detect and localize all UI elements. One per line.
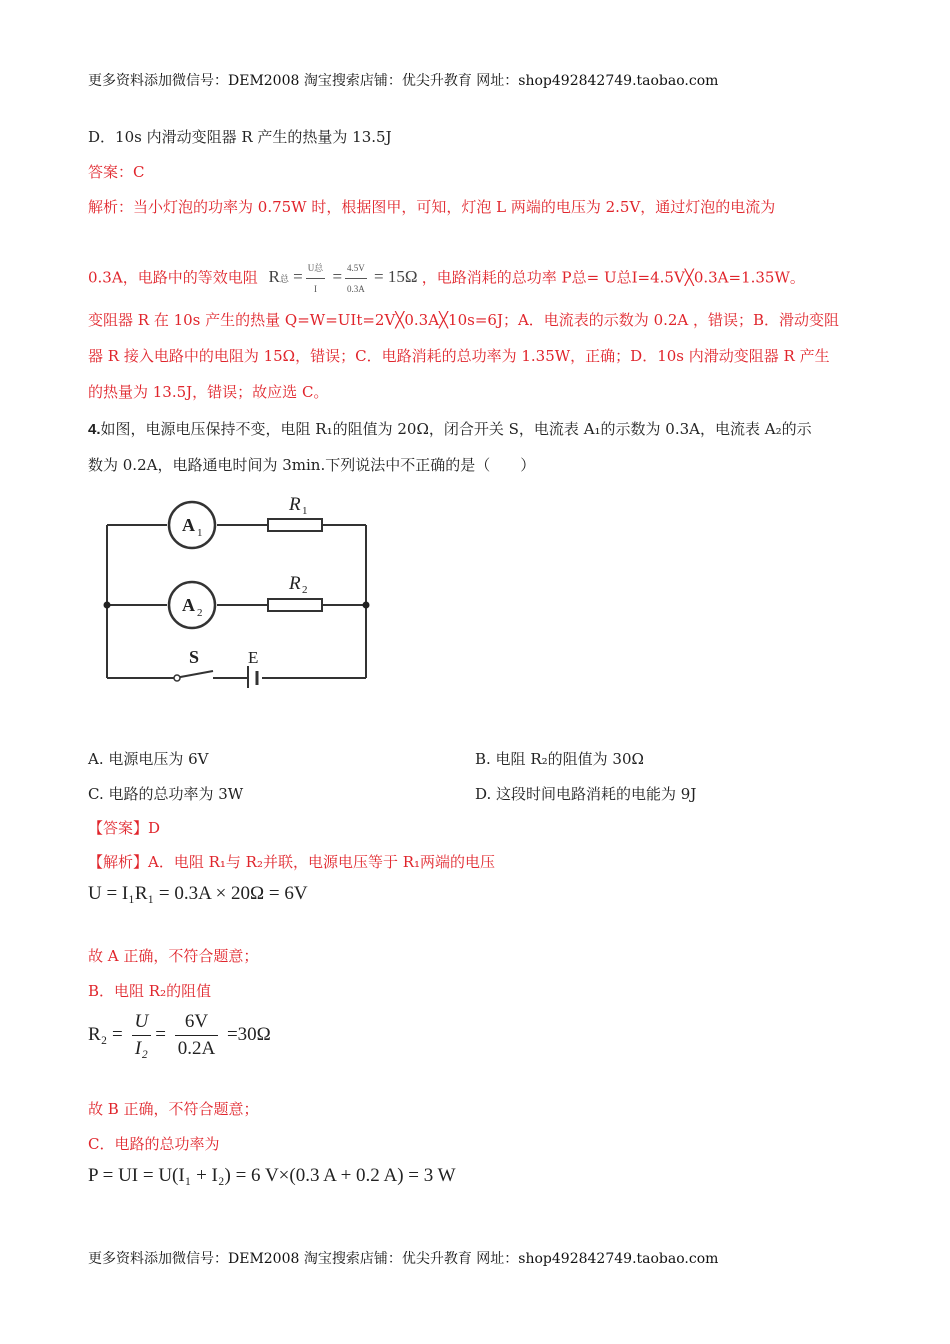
switch-lever xyxy=(175,671,213,678)
page-footer: 更多资料添加微信号：DEM2008 淘宝搜索店铺：优尖升教育 网址：shop492842749.taobao.com xyxy=(88,1251,719,1267)
eq-r-symbol: R xyxy=(268,267,280,287)
q3-analysis-line2-post: ，电路消耗的总功率 P总= U总I=4.5V╳0.3A=1.35W。 xyxy=(421,268,805,287)
q4-option-a: A. 电源电压为 6V xyxy=(88,750,209,768)
a1-sub: 1 xyxy=(197,527,203,539)
q4-conclusion-b: 故 B 正确，不符合题意； xyxy=(88,1100,259,1118)
q4-part-b: B．电阻 R₂的阻值 xyxy=(88,982,212,1000)
q4-answer: 【答案】D xyxy=(88,819,161,837)
q4-part-c: C．电路的总功率为 xyxy=(88,1135,220,1153)
resistor-r2 xyxy=(268,599,322,611)
q3-analysis-line2-pre: 0.3A，电路中的等效电阻 xyxy=(88,268,258,287)
q4-stem-text1: 如图，电源电压保持不变，电阻 R₁的阻值为 20Ω，闭合开关 S，电流表 A₁的示数为 0.3A，电流表 A₂的示 xyxy=(100,420,812,438)
q4-option-d: D. 这段时间电路消耗的电能为 9J xyxy=(475,785,697,803)
q4-eq1: U = I₁R₁ = 0.3A × 20Ω = 6V xyxy=(88,883,308,904)
q4-option-c: C. 电路的总功率为 3W xyxy=(88,785,244,803)
junction-right xyxy=(363,602,370,609)
q4-eq3: P = UI = U(I₁ + I₂) = 6 V×(0.3 A + 0.2 A) = 3 W xyxy=(88,1165,456,1186)
q4-eq2: R₂ = $\frac{U}{\text{I₂}}$ = $\frac{6V}{0.2A}$ =30Ω xyxy=(88,1011,271,1059)
r1-label: R xyxy=(289,494,301,515)
q4-option-b: B. 电阻 R₂的阻值为 30Ω xyxy=(475,750,644,768)
q3-analysis-line3: 变阻器 R 在 10s 产生的热量 Q=W=UIt=2V╳0.3A╳10s=6J；A．电流表的示数为 0.2A ，错误；B．滑动变阻 xyxy=(88,311,840,329)
q3-analysis-line1: 解析：当小灯泡的功率为 0.75W 时，根据图甲，可知，灯泡 L 两端的电压为 2.5V，通过灯泡的电流为 xyxy=(88,198,776,216)
page-header: 更多资料添加微信号：DEM2008 淘宝搜索店铺：优尖升教育 网址：shop492842749.taobao.com xyxy=(88,73,719,89)
eq-result: = 15Ω xyxy=(374,267,418,287)
eq2-frac2: $\frac{6V}{0.2A}$ xyxy=(175,1011,218,1060)
a1-label: A xyxy=(182,515,195,535)
q4-analysis-intro: 【解析】A．电阻 R₁与 R₂并联，电源电压等于 R₁两端的电压 xyxy=(88,853,496,871)
r1-sub: 1 xyxy=(302,505,308,517)
eq2-lhs: R₂ = xyxy=(88,1023,123,1045)
switch-label: S xyxy=(189,647,200,667)
eq-r-sub: 总 xyxy=(279,274,289,285)
q4-stem-line1 xyxy=(88,419,812,440)
q4-conclusion-a: 故 A 正确，不符合题意； xyxy=(88,947,259,965)
eq2-rhs: =30Ω xyxy=(226,1023,271,1045)
q3-analysis-line5: 的热量为 13.5J，错误；故应选 C。 xyxy=(88,383,329,401)
eq2-frac1: $\frac{U}{\text{I₂}}$ xyxy=(132,1011,152,1060)
battery-label: E xyxy=(248,648,259,667)
eq-frac2: $\frac{4.5V}{0.3A}$ xyxy=(345,258,367,299)
q4-stem-line2: 数为 0.2A，电路通电时间为 3min.下列说法中不正确的是（ ） xyxy=(88,456,536,474)
switch-pivot xyxy=(174,675,180,681)
r2-label: R xyxy=(289,573,301,594)
q3-equivalent-resistance-eq: R总 = $\frac{\text{U总}}{I}$ = $\frac{4.5V}{0.3A}$ = 15Ω xyxy=(268,267,421,286)
r2-sub: 2 xyxy=(302,584,308,596)
q3-analysis-line4: 器 R 接入电路中的电阻为 15Ω，错误；C．电路消耗的总功率为 1.35W，正确；D．10s 内滑动变阻器 R 产生 xyxy=(88,347,830,365)
a2-label: A xyxy=(182,595,195,615)
a2-sub: 2 xyxy=(197,607,203,619)
resistor-r1 xyxy=(268,519,322,531)
q4-number: 4. xyxy=(88,421,101,438)
q3-analysis-line2 xyxy=(88,258,805,299)
circuit-diagram xyxy=(95,488,385,688)
junction-left xyxy=(104,602,111,609)
eq-frac1: $\frac{\text{U总}}{I}$ xyxy=(306,258,326,299)
q3-option-d: D．10s 内滑动变阻器 R 产生的热量为 13.5J xyxy=(88,128,392,146)
q3-answer: 答案：C xyxy=(88,163,145,181)
